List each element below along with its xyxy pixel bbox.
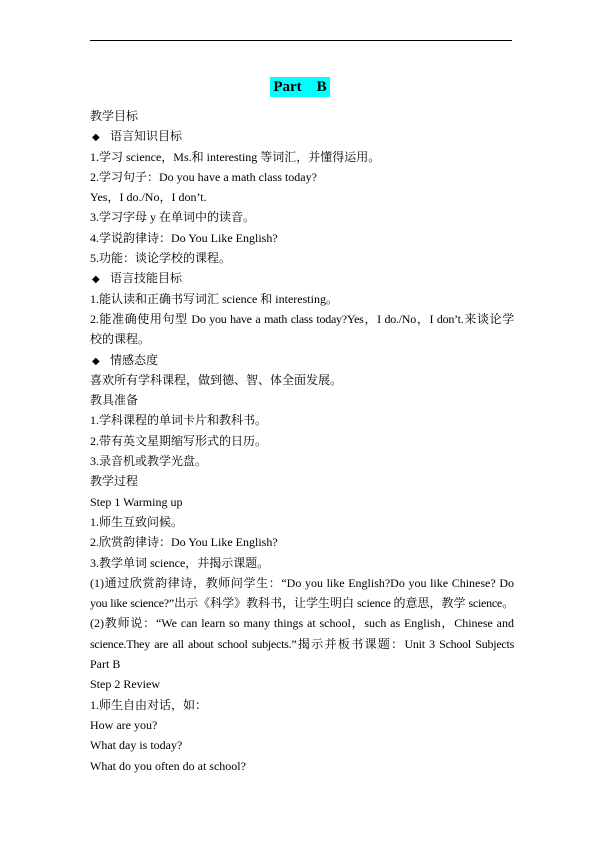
text-line xyxy=(90,370,514,390)
line-text: 1.师生自由对话，如： xyxy=(90,697,208,712)
diamond-bullet-icon: ◆ xyxy=(92,274,100,286)
text-line xyxy=(90,735,514,755)
text-line xyxy=(90,106,514,126)
line-text: Yes，I do./No，I don’t. xyxy=(90,190,207,205)
text-line xyxy=(90,756,514,776)
line-text: 情感态度 xyxy=(110,352,159,367)
text-line xyxy=(90,492,514,512)
line-text: Part B xyxy=(90,657,121,672)
line-text: 校的课程。 xyxy=(90,332,151,347)
line-text: 3.教学单词 science，并揭示课题。 xyxy=(90,555,270,570)
text-line xyxy=(90,410,514,430)
line-text: (1)通过欣赏韵律诗，教师问学生：“Do you like English?Do you like Chinese? Do xyxy=(90,575,514,590)
line-text: 1.师生互致问候。 xyxy=(90,514,184,529)
line-text: (2)教师说：“We can learn so many things at school，such as English，Chinese and xyxy=(90,616,514,631)
line-text: you like science?”出示《科学》教科书，让学生明白 science 的意思，教学 science。 xyxy=(90,596,514,611)
line-text: What do you often do at school? xyxy=(90,758,246,773)
section-heading xyxy=(90,350,514,370)
line-text: 教学目标 xyxy=(90,109,139,123)
diamond-bullet-icon: ◆ xyxy=(92,355,100,367)
line-text: 1.学习 science，Ms.和 interesting 等词汇，并懂得运用。 xyxy=(90,149,381,164)
text-line xyxy=(90,390,514,410)
line-text: 1.能认读和正确书写词汇 science 和 interesting。 xyxy=(90,291,338,306)
text-line xyxy=(90,654,514,674)
text-line xyxy=(90,634,514,654)
text-line xyxy=(90,512,514,532)
text-line xyxy=(90,613,514,633)
text-line xyxy=(90,207,514,227)
line-text: 2.带有英文星期缩写形式的日历。 xyxy=(90,433,268,448)
line-text: 喜欢所有学科课程，做到德、智、体全面发展。 xyxy=(90,372,343,387)
text-line xyxy=(90,431,514,451)
text-line xyxy=(90,147,514,167)
text-line xyxy=(90,573,514,593)
line-text: 教学过程 xyxy=(90,474,139,489)
line-text: 语言知识目标 xyxy=(110,129,183,144)
line-text: 3.录音机或教学光盘。 xyxy=(90,454,208,469)
line-text: 语言技能目标 xyxy=(110,271,183,286)
line-text: science.They are all about school subjects.”揭示并板书课题：Unit 3 School Subjects xyxy=(90,636,514,651)
header-rule xyxy=(90,40,512,41)
line-text: 5.功能：谈论学校的课程。 xyxy=(90,251,232,266)
text-line xyxy=(90,471,514,491)
text-line xyxy=(90,228,514,248)
section-heading xyxy=(90,126,514,146)
text-line xyxy=(90,532,514,552)
line-text: 3.学习字母 y 在单词中的读音。 xyxy=(90,210,256,225)
line-text: 1.学科课程的单词卡片和教科书。 xyxy=(90,413,268,428)
line-text: What day is today? xyxy=(90,738,183,753)
text-line xyxy=(90,695,514,715)
text-line xyxy=(90,593,514,613)
line-text: 2.欣赏韵律诗：Do You Like English? xyxy=(90,535,278,550)
text-line xyxy=(90,329,514,349)
line-text: Step 2 Review xyxy=(90,677,160,692)
text-line xyxy=(90,451,514,471)
text-line xyxy=(90,187,514,207)
line-text: 4.学说韵律诗：Do You Like English? xyxy=(90,230,278,245)
line-text: 2.能准确使用句型 Do you have a math class today?Yes，I do./No，I don’t.来谈论学 xyxy=(90,311,514,326)
text-line xyxy=(90,167,514,187)
text-line xyxy=(90,553,514,573)
diamond-bullet-icon: ◆ xyxy=(92,132,100,144)
section-heading xyxy=(90,268,514,288)
text-line xyxy=(90,309,514,329)
title-block xyxy=(0,77,600,97)
line-text: 2.学习句子：Do you have a math class today? xyxy=(90,169,317,184)
text-line xyxy=(90,289,514,309)
text-line xyxy=(90,248,514,268)
line-text: How are you? xyxy=(90,717,158,732)
line-text: Step 1 Warming up xyxy=(90,494,183,509)
page-title: Part B xyxy=(270,77,329,97)
text-line xyxy=(90,715,514,735)
text-line xyxy=(90,674,514,694)
document-body xyxy=(90,106,514,776)
line-text: 教具准备 xyxy=(90,393,139,408)
